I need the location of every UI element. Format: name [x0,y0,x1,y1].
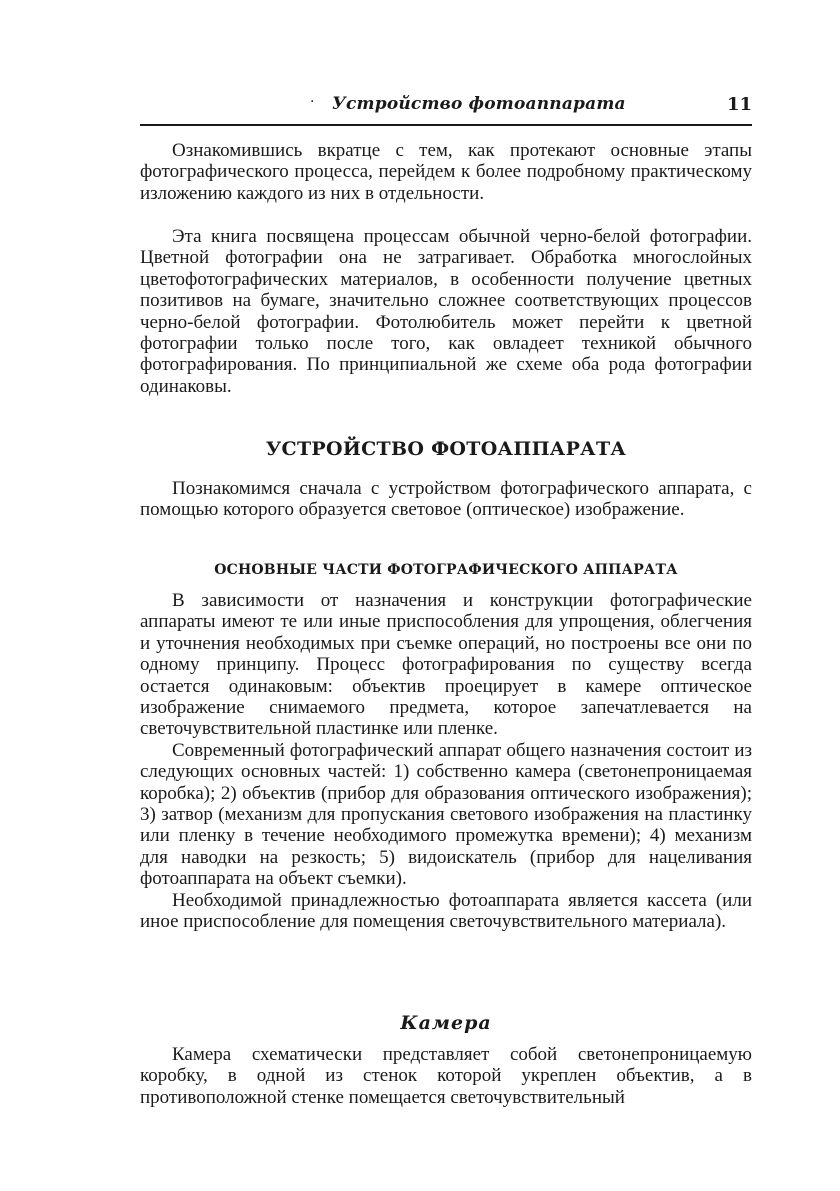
camera-paragraph-1: Камера схематически представляет собой светонепроницаемую коробку, в одной из стенок которой укреплен объектив, а в противоположной стенке помещается светочувствительный [140,1044,752,1108]
section-paragraph-1: Познакомимся сначала с устройством фотографического аппарата, с помощью которого образуется световое (оптическое) изображение. [140,478,752,521]
section-heading: УСТРОЙСТВО ФОТОАППАРАТА [265,438,627,460]
subsection-paragraph-2: Современный фотографический аппарат общего назначения состоит из следующих основных частей: 1) собственно камера (светонепроницаемая коробка); 2) объектив (прибор для образования оптического изображения); 3) затвор (механизм для пропускания светового изображения на пластинку или пленку в течение необходимого промежутка времени); 4) механизм для наводки на резкость; 5) видоискатель (прибор для нацеливания фотоаппарата на объект съемки). [140,739,752,890]
page-number: 11 [726,94,752,115]
header-dot: · [310,94,315,110]
section-text [140,478,752,521]
subsection-paragraph-1: В зависимости от назначения и конструкции фотографические аппараты имеют те или иные приспособления для упрощения, облегчения и уточнения необходимых при съемке операций, но построены все они по одному принципу. Процесс фотографирования по существу всегда остается одинаковым: объектив проецирует в камере оптическое изображение снимаемого предмета, которое запечатлевается на светочувствительной пластинке или пленке. [140,590,752,740]
intro-text [140,140,752,204]
intro-text-2 [140,226,752,397]
intro-paragraph-2: Эта книга посвящена процессам обычной черно-белой фотографии. Цветной фотографии она не затрагивает. Обработка многослойных цветофотографических материалов, в особенности получение цветных позитивов на бумаге, значительно сложнее соответствующих процессов черно-белой фотографии. Фотолюбитель может перейти к цветной фотографии только после того, как овладеет техникой обычного фотографирования. По принципиальной же схеме оба рода фотографии одинаковы. [140,226,752,397]
camera-heading: Камера [400,1012,492,1034]
subsection-text [140,590,752,933]
subsection-heading: ОСНОВНЫЕ ЧАСТИ ФОТОГРАФИЧЕСКОГО АППАРАТА [214,562,678,578]
header-rule [140,124,752,126]
subsection-paragraph-3: Необходимой принадлежностью фотоаппарата является кассета (или иное приспособление для помещения светочувствительного материала). [140,889,752,933]
camera-text [140,1044,752,1108]
running-header [140,94,752,120]
running-title: Устройство фотоаппарата [332,94,626,114]
intro-paragraph-1: Ознакомившись вкратце с тем, как протекают основные этапы фотографического процесса, перейдем к более подробному практическому изложению каждого из них в отдельности. [140,140,752,204]
